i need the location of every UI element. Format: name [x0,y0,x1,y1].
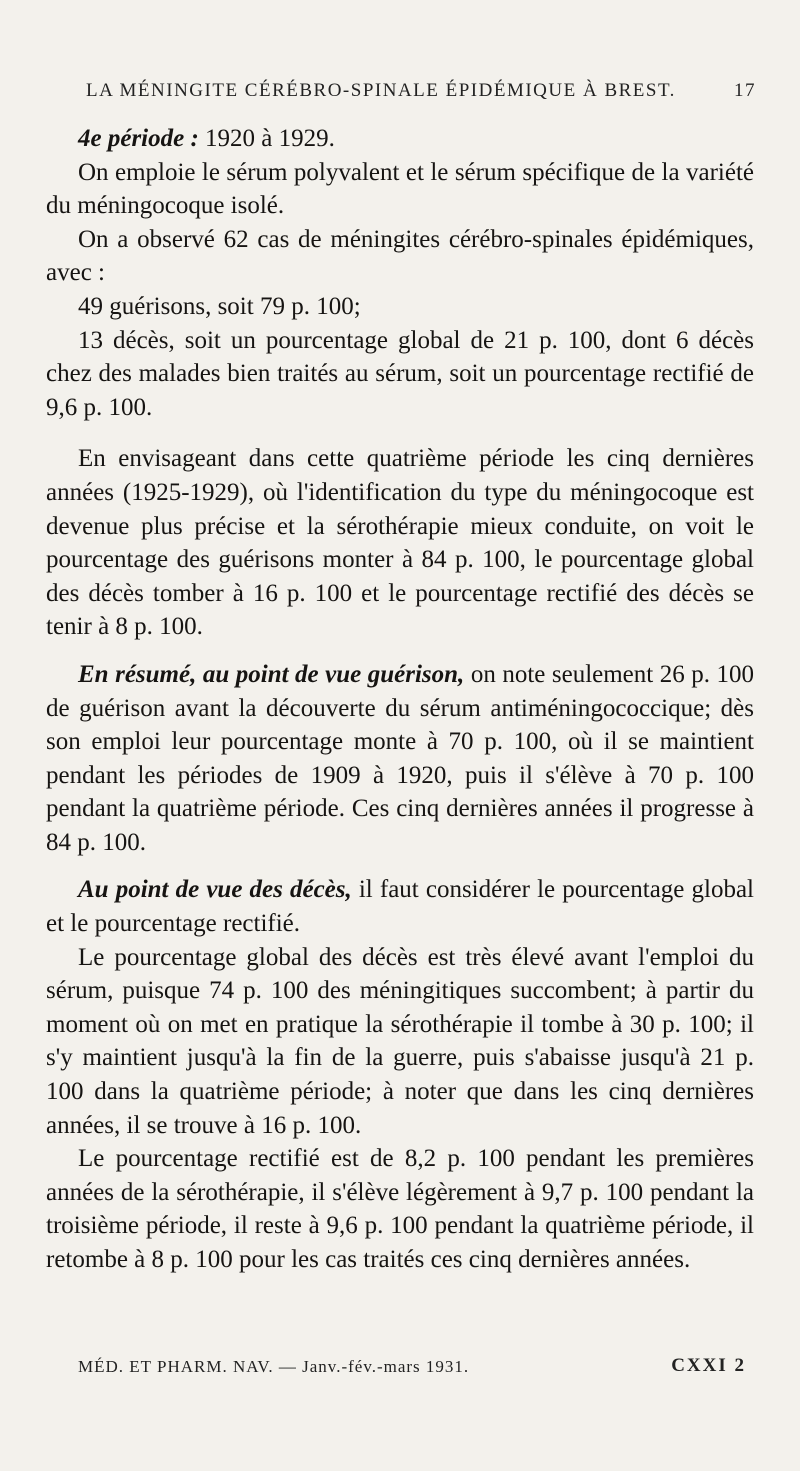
paragraph: 49 guérisons, soit 79 p. 100; [78,292,361,320]
paragraph-summary [46,658,754,860]
paragraph: On a observé 62 cas de méningites cérébro-spinales épidémiques, avec : [46,225,754,287]
body-text [46,122,754,1277]
signature-mark: CXXI 2 [671,1355,746,1376]
summary-text: on note seulement 26 p. 100 de guérison avant la découverte du sérum antiméningococcique; dès son emploi leur pourcentage monte à 70 p. 100, où il se maintient pendant les périodes de 1909 à 1920, puis il s'élève à 70 p. 100 pendant la quatrième période. Ces cinq dernières années il progresse à 84 p. 100. [46,660,754,856]
paragraph: 13 décès, soit un pourcentage global de 21 p. 100, dont 6 décès chez des malades bien traités au sérum, soit un pourcentage rectifié de 9,6 p. 100. [46,326,754,421]
period-range: 1920 à 1929. [198,125,335,152]
deaths-text: il faut considérer le pourcentage global et le pourcentage rectifié. [46,876,754,938]
paragraph: En envisageant dans cette quatrième période les cinq dernières années (1925-1929), où l'identification du type du méningocoque est devenue plus précise et la sérothérapie mieux conduite, on voit le pourcentage des guérisons monter à 84 p. 100, le pourcentage global des décès tomber à 16 p. 100 et le pourcentage rectifié des décès se tenir à 8 p. 100. [46,445,754,641]
running-title: LA MÉNINGITE CÉRÉBRO-SPINALE ÉPIDÉMIQUE À BREST. [86,80,676,101]
summary-lead: En résumé, au point de vue guérison, [78,660,465,688]
period-label: 4e période : [78,125,199,152]
page-number: 17 [734,80,756,101]
paragraph-period-heading [46,122,754,156]
paragraph-deaths [46,873,754,940]
paragraph: Le pourcentage global des décès est très élevé avant l'emploi du sérum, puisque 74 p. 100 des méningitiques succombent; à partir du moment où on met en pratique la sérothérapie il tombe à 30 p. 100; il s'y maintient jusqu'à la fin de la guerre, puis s'abaisse jusqu'à 21 p. 100 dans la quatrième période; à noter que dans les cinq dernières années, il se trouve à 16 p. 100. [46,943,754,1139]
deaths-lead: Au point de vue des décès, [78,876,352,904]
paragraph: Le pourcentage rectifié est de 8,2 p. 100 pendant les premières années de la sérothérapie, il s'élève légèrement à 9,7 p. 100 pendant la troisième période, il reste à 9,6 p. 100 pendant la quatrième période, il retombe à 8 p. 100 pour les cas traités ces cinq dernières années. [46,1145,754,1273]
paragraph: On emploie le sérum polyvalent et le sérum spécifique de la variété du méningocoque isolé. [46,158,754,220]
journal-reference: MÉD. ET PHARM. NAV. — Janv.-fév.-mars 1931. [78,1357,470,1376]
